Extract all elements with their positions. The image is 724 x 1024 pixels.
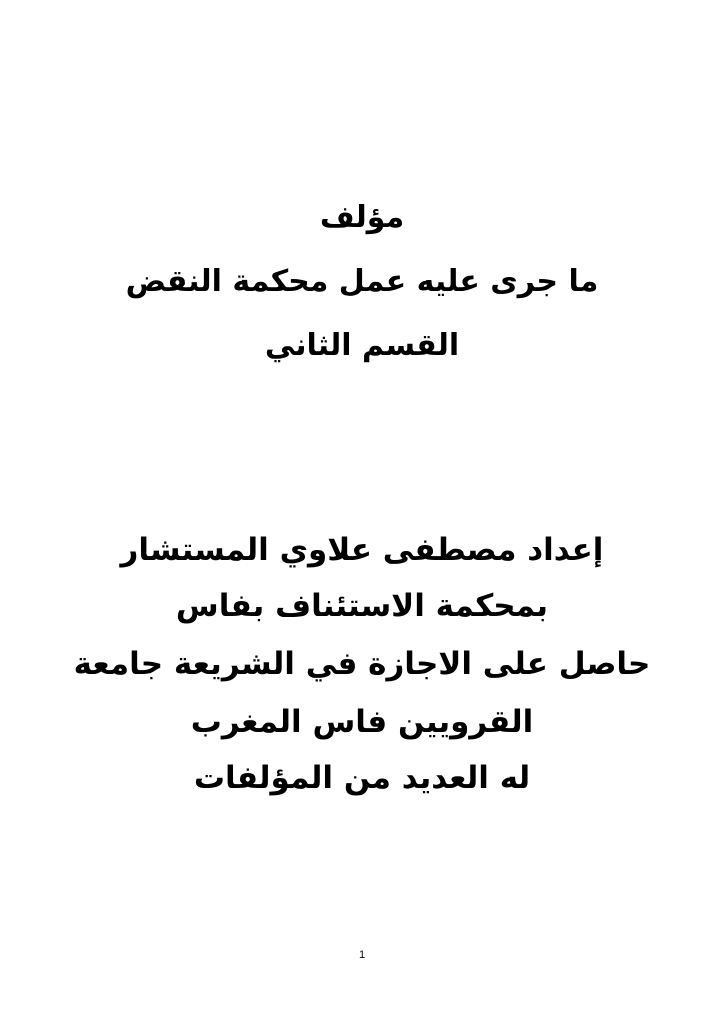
book-title: ما جرى عليه عمل محكمة النقض (125, 264, 599, 299)
author-line-4: القرويين فاس المغرب (190, 704, 534, 740)
author-line-1: إعداد مصطفى علاوي المستشار (120, 532, 604, 568)
heading: مؤلف (319, 200, 405, 235)
author-line-2: بمحكمة الاستئناف بفاس (175, 588, 549, 624)
part-label: القسم الثاني (264, 328, 460, 363)
author-line-5: له العديد من المؤلفات (193, 760, 531, 796)
author-line-3: حاصل على الاجازة في الشريعة جامعة (73, 646, 651, 682)
page-number: 1 (358, 949, 366, 961)
